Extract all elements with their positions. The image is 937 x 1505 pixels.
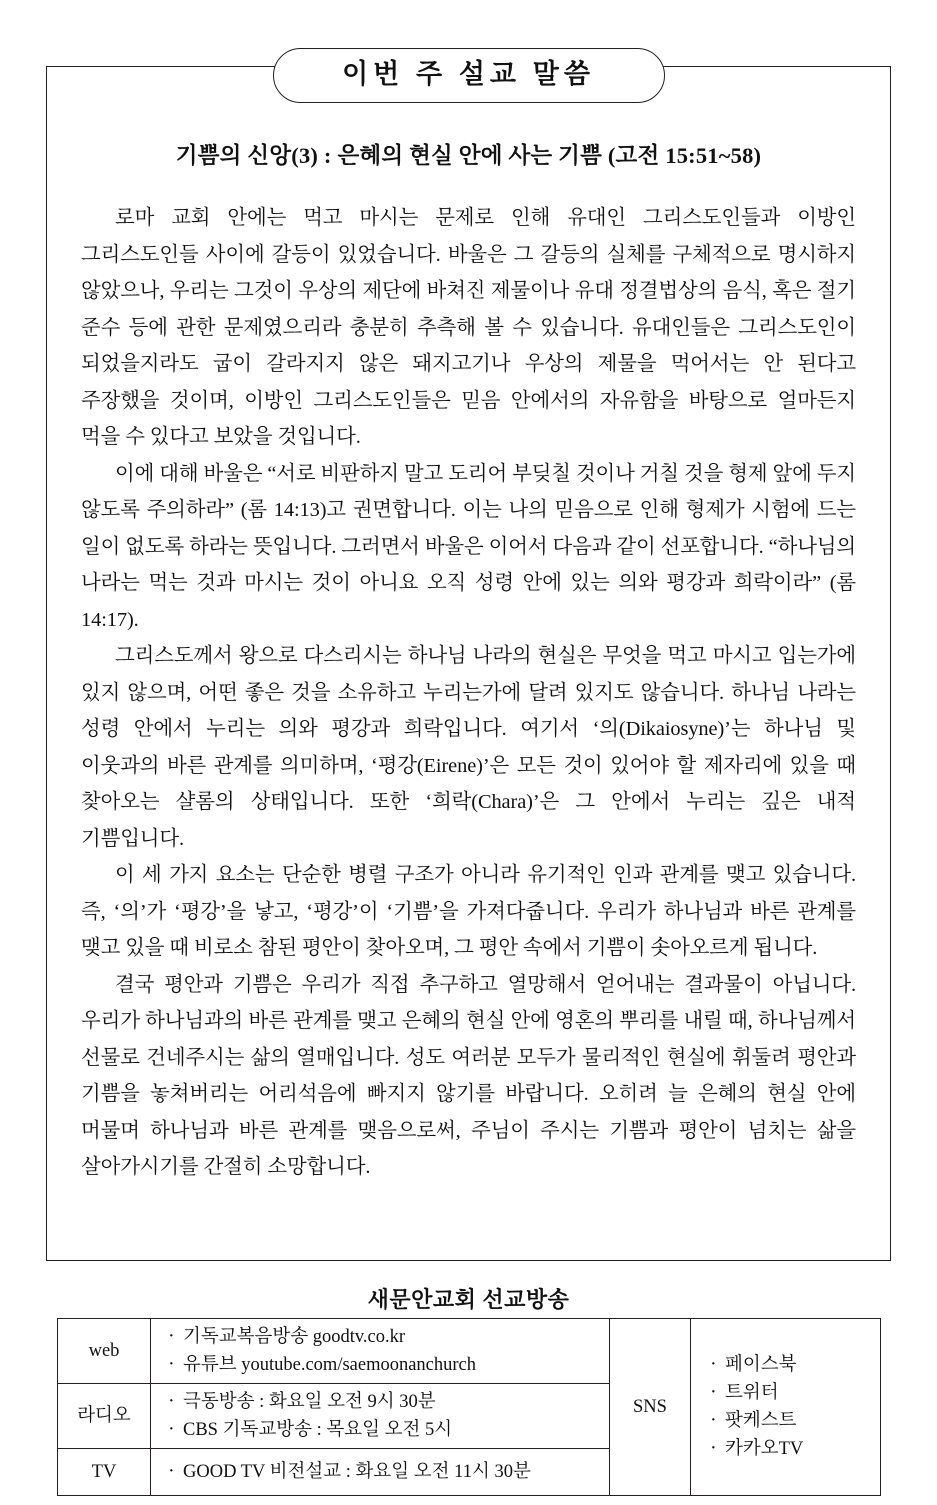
row-items-web (151, 1319, 610, 1384)
sermon-title: 기쁨의 신앙(3) : 은혜의 현실 안에 사는 기쁨 (고전 15:51~58) (175, 143, 762, 168)
row-items-radio (151, 1384, 610, 1449)
list-item: · 유튜브 youtube.com/saemoonanchurch (161, 1351, 609, 1379)
sermon-paragraph: 이에 대해 바울은 “서로 비판하지 말고 도리어 부딪칠 것이나 거칠 것을 형제 앞에 두지 않도록 주의하라” (롬 14:13)고 권면합니다. 이는 나의 믿음으로 인해 형제가 시험에 드는 일이 없도록 하라는 뜻입니다. 그러면서 바울은 이어서 다음과 같이 선포합니다. “하나님의 나라는 먹는 것과 마시는 것이 아니요 오직 성령 안에 있는 의와 평강과 희락이라” (롬 14:17). (81, 462, 856, 631)
list-item: · GOOD TV 비전설교 : 화요일 오전 11시 30분 (161, 1458, 609, 1486)
header-pill (273, 48, 665, 103)
sermon-paragraph: 그리스도께서 왕으로 다스리시는 하나님 나라의 현실은 무엇을 먹고 마시고 입는가에 있지 않으며, 어떤 좋은 것을 소유하고 누리는가에 달려 있지도 않습니다. 하나님 나라는 성령 안에서 누리는 의와 평강과 희락입니다. 여기서 ‘의(Dikaiosyne)’는 하나님 및 이웃과의 바른 관계를 의미하며, ‘평강(Eirene)’은 모든 것이 있어야 할 제자리에 있을 때 찾아오는 샬롬의 상태입니다. 또한 ‘희락(Chara)’은 그 안에서 누리는 깊은 내적 기쁨입니다. (81, 645, 856, 850)
sermon-paragraph: 이 세 가지 요소는 단순한 병렬 구조가 아니라 유기적인 인과 관계를 맺고 있습니다. 즉, ‘의’가 ‘평강’을 낳고, ‘평강’이 ‘기쁨’을 가져다줍니다. 우리가 하나님과 바른 관계를 맺고 있을 때 비로소 참된 평안이 찾아오며, 그 평안 속에서 기쁨이 솟아오르게 됩니다. (81, 864, 856, 960)
sermon-paragraph: 결국 평안과 기쁨은 우리가 직접 추구하고 열망해서 얻어내는 결과물이 아닙니다. 우리가 하나님과의 바른 관계를 맺고 은혜의 현실 안에 영혼의 뿌리를 내릴 때, 하나님께서 선물로 건네주시는 삶의 열매입니다. 성도 여러분 모두가 물리적인 현실에 휘둘려 평안과 기쁨을 놓쳐버리는 어리석음에 빠지지 않기를 바랍니다. 오히려 늘 은혜의 현실 안에 머물며 하나님과 바른 관계를 맺음으로써, 주님이 주시는 기쁨과 평안이 넘치는 삶을 살아가시기를 간절히 소망합니다. (81, 973, 856, 1179)
row-label-web: web (58, 1319, 151, 1384)
list-item: · CBS 기독교방송 : 목요일 오전 5시 (161, 1416, 609, 1444)
sns-items (691, 1319, 881, 1496)
list-item: · 극동방송 : 화요일 오전 9시 30분 (161, 1388, 609, 1416)
row-label-tv: TV (58, 1449, 151, 1496)
list-item: · 페이스북 (705, 1351, 880, 1379)
sermon-body-box (46, 66, 891, 1261)
row-items-tv (151, 1449, 610, 1496)
list-item: · 카카오TV (705, 1435, 880, 1463)
sermon-body-inner (47, 67, 890, 1196)
list-item: · 팟케스트 (705, 1407, 880, 1435)
list-item: · 기독교복음방송 goodtv.co.kr (161, 1323, 609, 1351)
page-header (0, 48, 937, 103)
list-item: · 트위터 (705, 1379, 880, 1407)
sermon-paragraph: 로마 교회 안에는 먹고 마시는 문제로 인해 유대인 그리스도인들과 이방인 그리스도인들 사이에 갈등이 있었습니다. 바울은 그 갈등의 실체를 구체적으로 명시하지 않았으나, 우리는 그것이 우상의 제단에 바쳐진 제물이나 유대 정결법상의 음식, 혹은 절기 준수 등에 관한 문제였으리라 충분히 추측해 볼 수 있습니다. 유대인들은 그리스도인이 되었을지라도 굽이 갈라지지 않은 돼지고기나 우상의 제물을 먹어서는 안 된다고 주장했을 것이며, 이방인 그리스도인들은 믿음 안에서의 자유함을 바탕으로 얼마든지 먹을 수 있다고 보았을 것입니다. (81, 207, 856, 449)
table-row (58, 1319, 881, 1384)
row-label-radio: 라디오 (58, 1384, 151, 1449)
sns-label: SNS (610, 1319, 691, 1496)
broadcast-title: 새문안교회 선교방송 (367, 1287, 570, 1312)
page-title: 이번 주 설교 말씀 (342, 59, 595, 89)
broadcast-table (57, 1318, 881, 1496)
